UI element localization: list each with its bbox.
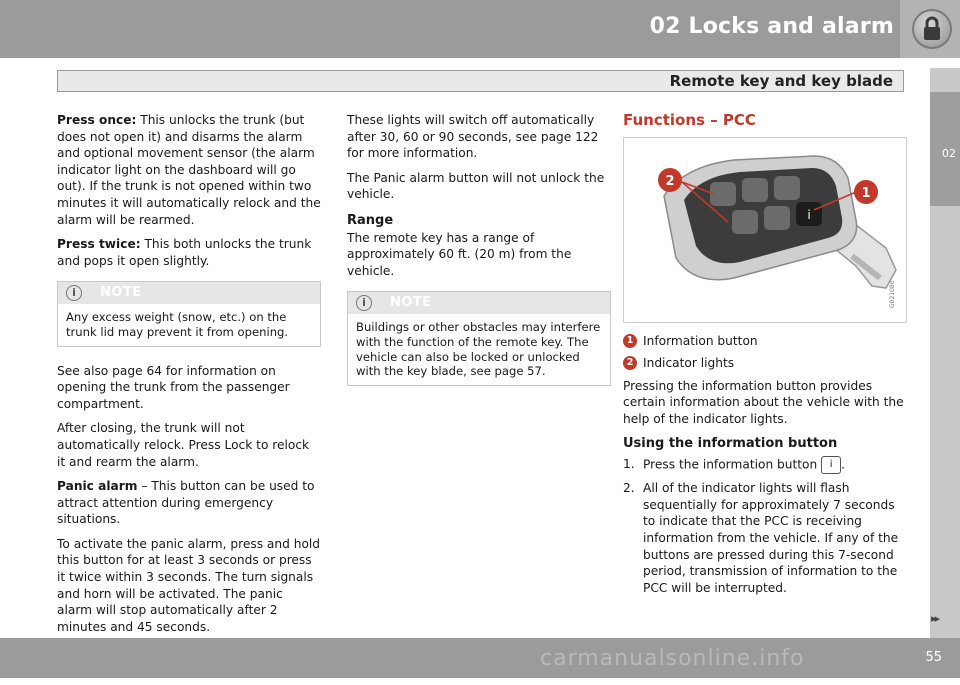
note-text: Buildings or other obstacles may interfere with the function of the remote key. The vehicle can also be locked or unlocked with the key blade, see page 57.: [356, 320, 601, 379]
paragraph-panic-alarm: Panic alarm – This button can be used to attract attention during emergency situations.: [57, 479, 315, 527]
note-text: Any excess weight (snow, etc.) on the trunk lid may prevent it from opening.: [66, 310, 289, 339]
svg-text:1: 1: [861, 185, 871, 201]
number-badge: 1: [623, 334, 637, 348]
note-header: [348, 292, 610, 314]
section-title: Remote key and key blade: [669, 72, 893, 90]
legend-item-1: 1 Information button: [623, 333, 907, 350]
side-tab-label: 02: [942, 147, 956, 160]
chapter-title: 02 Locks and alarm: [649, 14, 894, 39]
side-tab-upper: [930, 68, 960, 92]
callout-2: [658, 168, 682, 192]
list-item: 2. All of the indicator lights will flash sequentially for approximately 7 seconds to indicate that the PCC is receiving information from the vehicle. If any of the buttons are pressed during this 7-second period, transmission of information to the PCC will be interrupted.: [623, 481, 899, 595]
footer-bar: [0, 638, 960, 678]
range-heading: Range: [347, 212, 394, 228]
info-icon: i: [66, 285, 82, 301]
page-number: 55: [925, 650, 942, 665]
column-1: [57, 112, 321, 685]
side-tab-lower: [930, 206, 960, 638]
paragraph-range: The remote key has a range of approximately 60 ft. (20 m) from the vehicle.: [347, 230, 572, 278]
image-code: G021080: [889, 280, 896, 308]
info-button-icon: i: [821, 456, 841, 474]
paragraph: These lights will switch off automatically after 30, 60 or 90 seconds, see page 122 for more information.: [347, 113, 599, 161]
section-header: [57, 70, 904, 92]
column-3: [623, 112, 907, 602]
number-badge: 2: [623, 356, 637, 370]
note-label: NOTE: [100, 285, 142, 301]
note-label: NOTE: [390, 295, 432, 311]
padlock-icon: [912, 9, 952, 49]
info-icon: i: [356, 295, 372, 311]
svg-text:2: 2: [665, 173, 675, 189]
continue-arrows-icon: ▸▸: [930, 612, 938, 625]
paragraph: After closing, the trunk will not automatically relock. Press Lock to relock it and rearm the alarm.: [57, 421, 310, 469]
callout-1: [854, 180, 878, 204]
paragraph-press-once: Press once: This unlocks the trunk (but does not open it) and disarms the alarm and optional movement sensor (the alarm indicator light on the dashboard will go out). If the trunk is not opened within two minutes it will automatically relock and the alarm will be rearmed.: [57, 113, 321, 227]
note-box: [347, 291, 611, 385]
functions-title: Functions – PCC: [623, 111, 756, 129]
note-header: [58, 282, 320, 304]
paragraph: To activate the panic alarm, press and hold this button for at least 3 seconds or press it twice within 3 seconds. The turn signals and horn will be activated. The panic alarm will stop automatically after 2 minutes and 45 seconds.: [57, 536, 321, 634]
legend-item-2: 2 Indicator lights: [623, 355, 907, 372]
list-item: 1. Press the information button i .: [623, 456, 907, 474]
remote-key-drawing: [624, 138, 906, 322]
watermark: carmanualsonline.info: [540, 646, 805, 671]
paragraph-press-twice: Press twice: This both unlocks the trunk and pops it open slightly.: [57, 237, 312, 268]
info-button-heading: Using the information button: [623, 435, 838, 451]
paragraph: Pressing the information button provides certain information about the vehicle with the help of the indicator lights.: [623, 378, 904, 426]
paragraph: The Panic alarm button will not unlock the vehicle.: [347, 170, 605, 202]
chapter-tab: [900, 0, 960, 58]
column-2: [347, 112, 611, 402]
note-box: [57, 281, 321, 346]
remote-key-illustration: [623, 137, 907, 323]
steps-list: [623, 456, 907, 596]
paragraph: See also page 64 for information on opening the trunk from the passenger compartment.: [57, 363, 290, 411]
svg-text:i: i: [807, 207, 811, 222]
